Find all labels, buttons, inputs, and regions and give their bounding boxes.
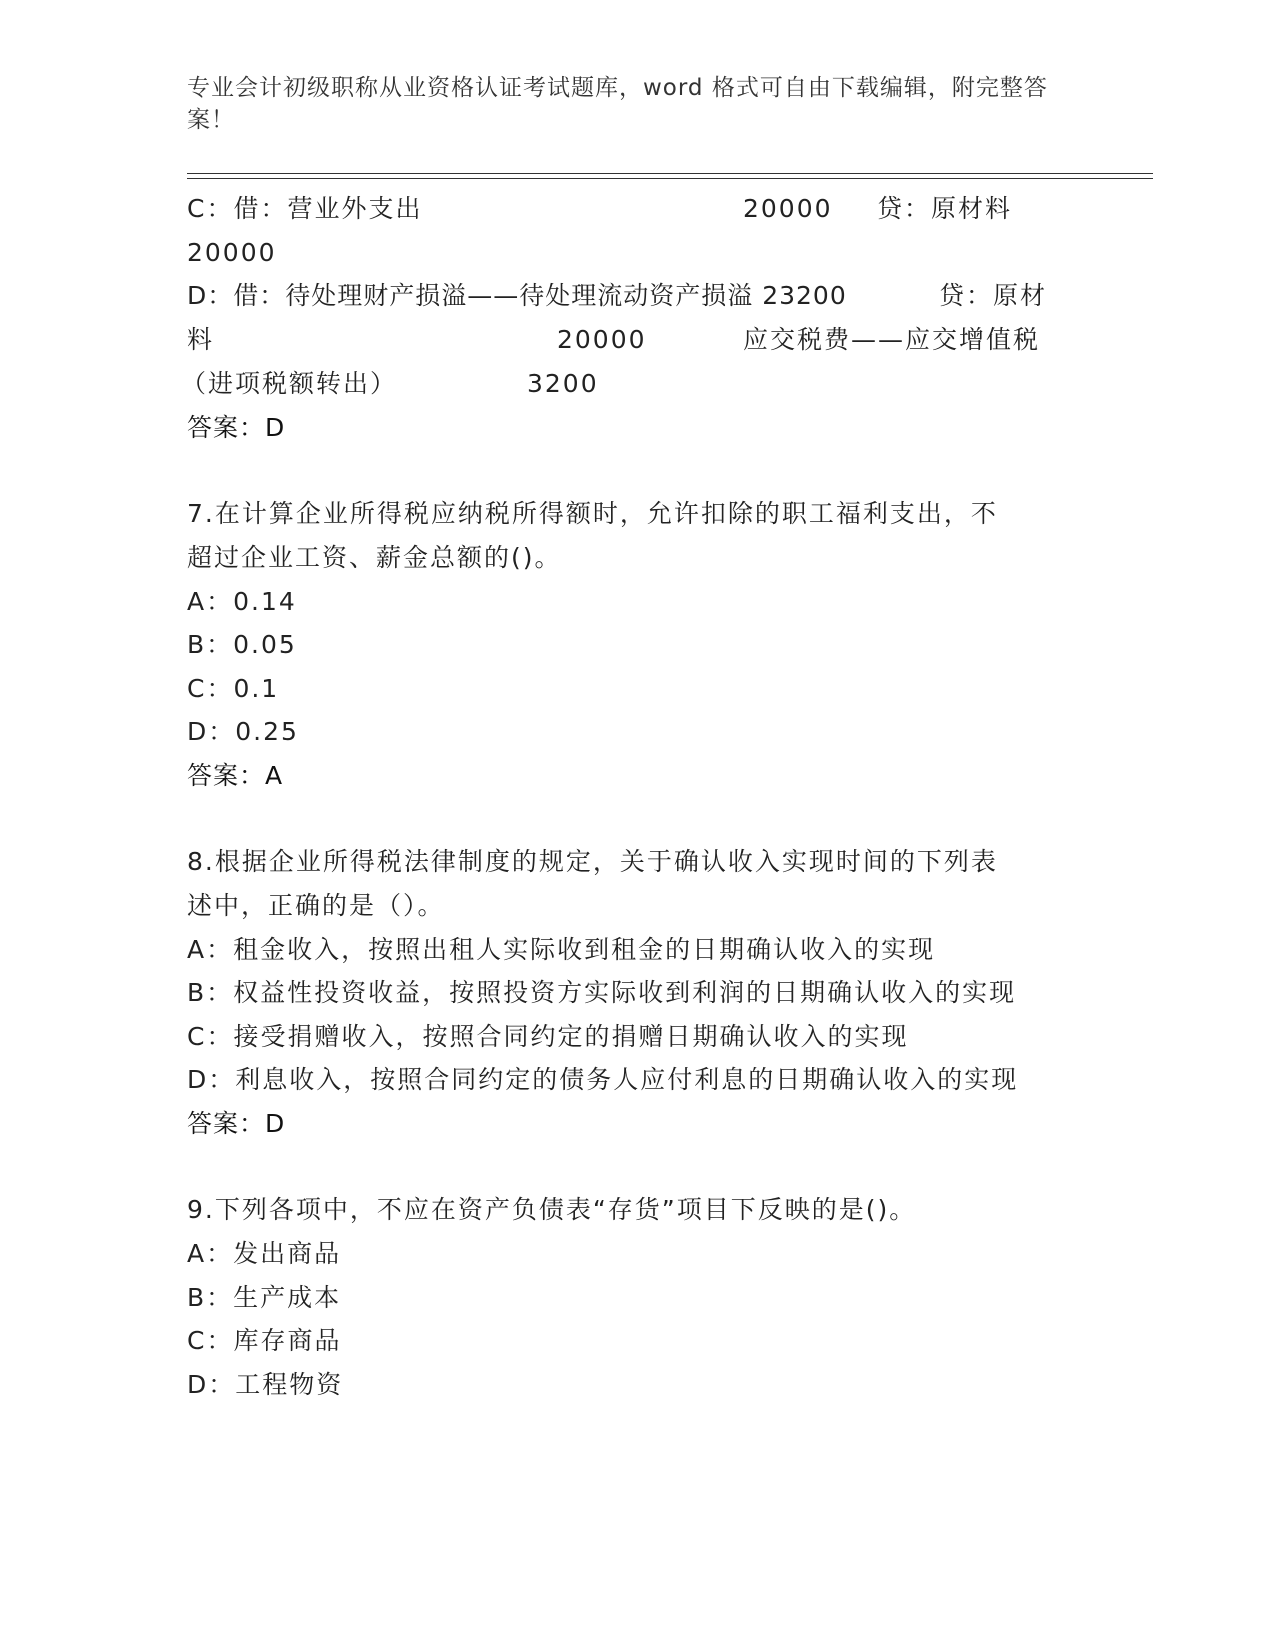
- option-c-credit: 贷：原材料: [877, 194, 1013, 223]
- header-rule-bottom: [187, 178, 1153, 179]
- option-c-amount-wrap: 20000: [187, 238, 277, 267]
- q7-option-a: A：0.14: [187, 587, 297, 616]
- q7-option-c: C：0.1: [187, 674, 280, 703]
- option-c-label: C：借：营业外支出: [187, 194, 423, 223]
- option-d-line-2: [187, 320, 1067, 360]
- q7-stem-line-2: 超过企业工资、薪金总额的()。: [187, 543, 562, 572]
- q7-option-b: B：0.05: [187, 630, 297, 659]
- q9-option-b: B：生产成本: [187, 1283, 342, 1312]
- option-d-tax-account: 应交税费——应交增值税: [743, 325, 1041, 354]
- q7-answer: 答案：A: [187, 761, 284, 790]
- q8-option-b: B：权益性投资收益，按照投资方实际收到利润的日期确认收入的实现: [187, 978, 1017, 1007]
- q8-option-c: C：接受捐赠收入，按照合同约定的捐赠日期确认收入的实现: [187, 1022, 909, 1051]
- q8-option-a: A：租金收入，按照出租人实际收到租金的日期确认收入的实现: [187, 935, 936, 964]
- header-rule-top: [187, 173, 1153, 174]
- option-d-vat-out: （进项税额转出）: [181, 369, 398, 398]
- q9-option-c: C：库存商品: [187, 1326, 342, 1355]
- q7-stem-line-1: 7.在计算企业所得税应纳税所得额时，允许扣除的职工福利支出，不: [187, 499, 998, 528]
- q8-answer: 答案：D: [187, 1109, 286, 1138]
- option-d-amount-vat: 3200: [527, 369, 599, 398]
- q6-answer: 答案：D: [187, 413, 286, 442]
- option-d-amount-raw: 20000: [557, 325, 647, 354]
- option-d-line-3: [181, 364, 1067, 404]
- option-c-amount: 20000: [743, 194, 833, 223]
- option-d-line-1: [187, 276, 1067, 316]
- option-d-credit: 贷：原材: [939, 281, 1048, 310]
- q9-stem: 9.下列各项中，不应在资产负债表“存货”项目下反映的是()。: [187, 1195, 917, 1224]
- option-d-wrap-start: 料: [187, 325, 215, 354]
- option-c-line: [187, 189, 1067, 229]
- q9-option-a: A：发出商品: [187, 1239, 342, 1268]
- q8-stem-line-2: 述中，正确的是（）。: [187, 891, 445, 920]
- option-d-text: D：借：待处理财产损溢——待处理流动资产损溢 23200: [187, 281, 847, 310]
- q8-stem-line-1: 8.根据企业所得税法律制度的规定，关于确认收入实现时间的下列表: [187, 847, 998, 876]
- q8-option-d: D：利息收入，按照合同约定的债务人应付利息的日期确认收入的实现: [187, 1065, 1019, 1094]
- q7-option-d: D：0.25: [187, 717, 299, 746]
- q9-option-d: D：工程物资: [187, 1370, 344, 1399]
- document-header: 专业会计初级职称从业资格认证考试题库，word 格式可自由下载编辑，附完整答案！: [187, 75, 1048, 133]
